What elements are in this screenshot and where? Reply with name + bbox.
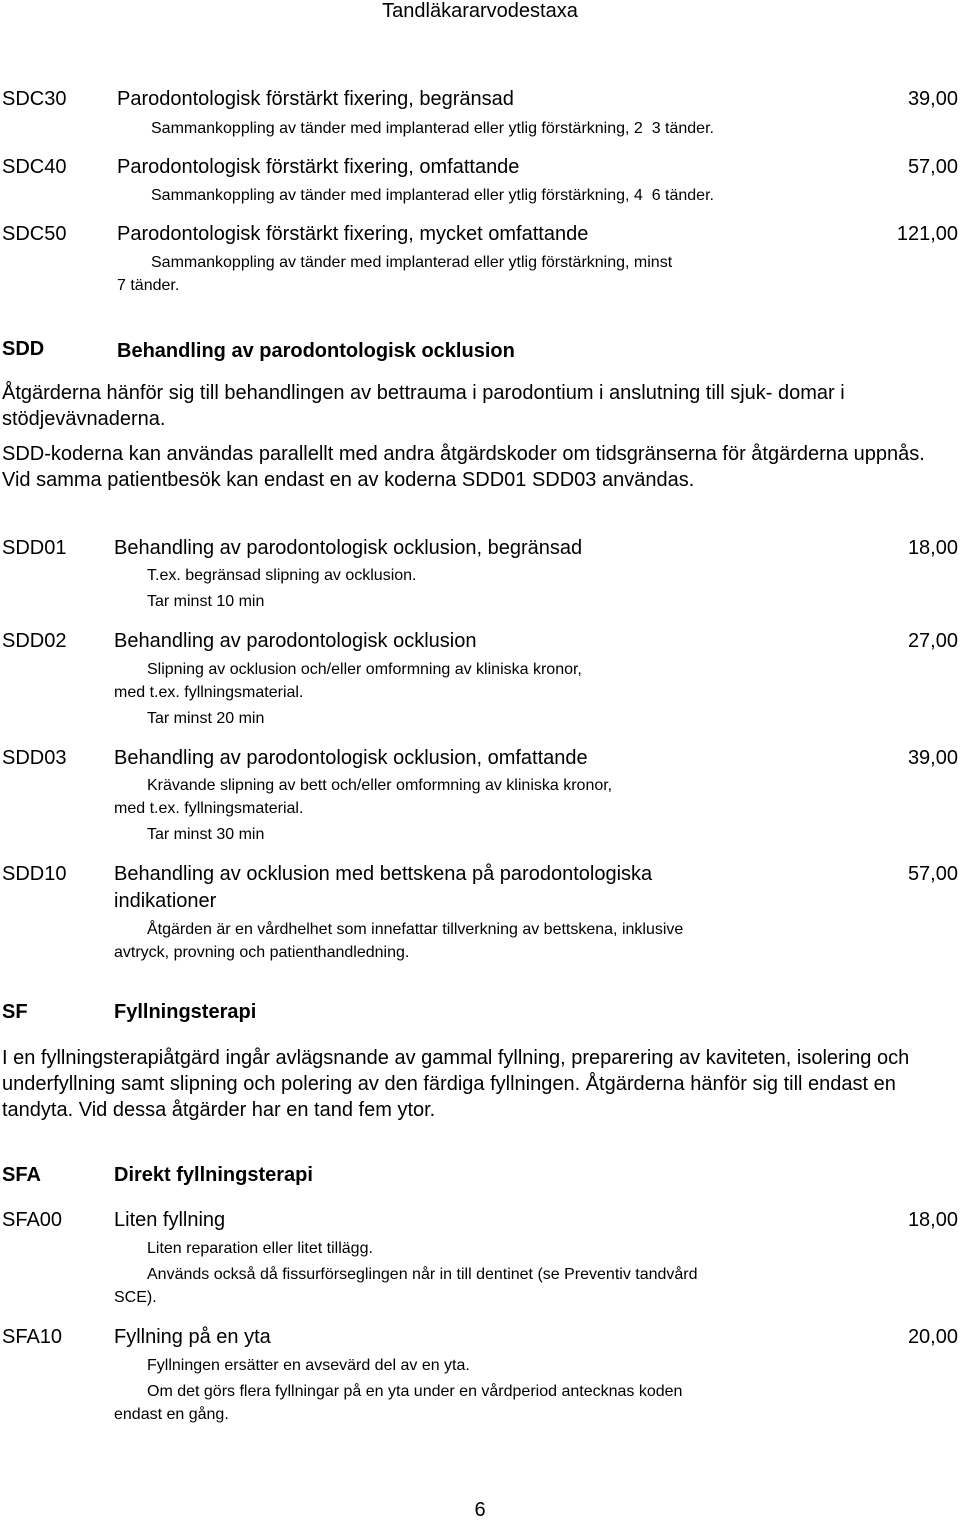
sdc40-code: SDC40 bbox=[2, 156, 67, 178]
sdd01-amount: 18,00 bbox=[907, 537, 958, 559]
sdd10-title-line1: Behandling av ocklusion med bettskena på parodontologiska bbox=[114, 863, 653, 885]
sfa10-title: Fyllning på en yta bbox=[114, 1326, 271, 1348]
sdc50-code: SDC50 bbox=[2, 223, 67, 245]
sdd-usage-paragraph: SDD-koderna kan användas parallellt med andra åtgärdskoder om tidsgränserna för åtgärderna uppnås. Vid samma patientbesök kan endast en av koderna SDD01 SDD03 användas. bbox=[2, 443, 925, 491]
sfa10-note-line1: Fyllningen ersätter en avsevärd del av en yta. bbox=[147, 1357, 470, 1374]
sdc30-title: Parodontologisk förstärkt fixering, begränsad bbox=[117, 88, 514, 110]
sfa00-code: SFA00 bbox=[2, 1209, 63, 1231]
sdc50-amount: 121,00 bbox=[896, 223, 958, 245]
sdd02-code: SDD02 bbox=[2, 630, 67, 652]
page-header-title: Tandläkararvodestaxa bbox=[382, 0, 578, 22]
sdd02-note-line1: Slipning av ocklusion och/eller omformning av kliniska kronor, bbox=[147, 661, 582, 678]
sdd02-min-time: Tar minst 20 min bbox=[147, 710, 265, 727]
sfa00-note-line1: Liten reparation eller litet tillägg. bbox=[147, 1240, 373, 1257]
sfa-section-title: Direkt fyllningsterapi bbox=[114, 1164, 313, 1186]
sdd03-code: SDD03 bbox=[2, 747, 67, 769]
sdd01-code: SDD01 bbox=[2, 537, 67, 559]
sfa10-note-line3: endast en gång. bbox=[114, 1406, 229, 1423]
sdc40-title: Parodontologisk förstärkt fixering, omfattande bbox=[117, 156, 520, 178]
sfa00-title: Liten fyllning bbox=[114, 1209, 226, 1231]
sdd10-amount: 57,00 bbox=[907, 863, 958, 885]
sdc30-note: Sammankoppling av tänder med implanterad eller ytlig förstärkning, 2 3 tänder. bbox=[151, 120, 714, 137]
sfa00-amount: 18,00 bbox=[907, 1209, 958, 1231]
sdd01-title: Behandling av parodontologisk ocklusion, begränsad bbox=[114, 537, 583, 559]
sdd03-title: Behandling av parodontologisk ocklusion, omfattande bbox=[114, 747, 588, 769]
sdc30-code: SDC30 bbox=[2, 88, 67, 110]
sfa-section-code: SFA bbox=[2, 1164, 41, 1186]
page-number: 6 bbox=[474, 1499, 486, 1521]
sdd-section-title: Behandling av parodontologisk ocklusion bbox=[117, 340, 515, 362]
sfa10-note-line2: Om det görs flera fyllningar på en yta under en vårdperiod antecknas koden bbox=[147, 1383, 683, 1400]
sdd10-note-line1: Åtgärden är en vårdhelhet som innefattar tillverkning av bettskena, inklusive bbox=[147, 921, 684, 938]
sdd02-amount: 27,00 bbox=[907, 630, 958, 652]
sdc40-amount: 57,00 bbox=[907, 156, 958, 178]
sdc40-note: Sammankoppling av tänder med implanterad eller ytlig förstärkning, 4 6 tänder. bbox=[151, 187, 714, 204]
sdd02-title: Behandling av parodontologisk ocklusion bbox=[114, 630, 477, 652]
sdd01-note: T.ex. begränsad slipning av ocklusion. bbox=[147, 567, 417, 584]
sdd03-min-time: Tar minst 30 min bbox=[147, 826, 265, 843]
sdc50-title: Parodontologisk förstärkt fixering, mycket omfattande bbox=[117, 223, 589, 245]
sf-section-code: SF bbox=[2, 1001, 28, 1023]
sf-section-title: Fyllningsterapi bbox=[114, 1001, 257, 1023]
sdd-intro-paragraph: Åtgärderna hänför sig till behandlingen av bettrauma i parodontium i anslutning till sjuk- domar i stödjevävnaderna. bbox=[2, 382, 845, 430]
sdd03-note-line2: med t.ex. fyllningsmaterial. bbox=[114, 800, 304, 817]
sdd03-amount: 39,00 bbox=[907, 747, 958, 769]
sdd10-title-line2: indikationer bbox=[114, 890, 217, 912]
sfa00-note-line2: Används också då fissurförseglingen når in till dentinet (se Preventiv tandvård bbox=[147, 1266, 698, 1283]
sdd10-note-line2: avtryck, provning och patienthandledning. bbox=[114, 944, 410, 961]
sfa10-code: SFA10 bbox=[2, 1326, 63, 1348]
sdd03-note-line1: Krävande slipning av bett och/eller omformning av kliniska kronor, bbox=[147, 777, 613, 794]
sdc50-note-line2: 7 tänder. bbox=[117, 277, 180, 294]
sfa10-amount: 20,00 bbox=[907, 1326, 958, 1348]
sdc30-amount: 39,00 bbox=[907, 88, 958, 110]
sdd-section-code: SDD bbox=[2, 338, 45, 360]
sdd10-code: SDD10 bbox=[2, 863, 67, 885]
sf-intro-paragraph: I en fyllningsterapiåtgärd ingår avlägsnande av gammal fyllning, preparering av kaviteten, isolering och underfyllning samt slipning och polering av den färdiga fyllningen. Åtgärderna hänför sig till endast en tandyta. Vid dessa åtgärder har en tand fem ytor. bbox=[2, 1047, 910, 1121]
sfa00-note-line3: SCE). bbox=[114, 1289, 157, 1306]
sdd01-min-time: Tar minst 10 min bbox=[147, 593, 265, 610]
sdc50-note-line1: Sammankoppling av tänder med implanterad eller ytlig förstärkning, minst bbox=[151, 254, 673, 271]
sdd02-note-line2: med t.ex. fyllningsmaterial. bbox=[114, 684, 304, 701]
